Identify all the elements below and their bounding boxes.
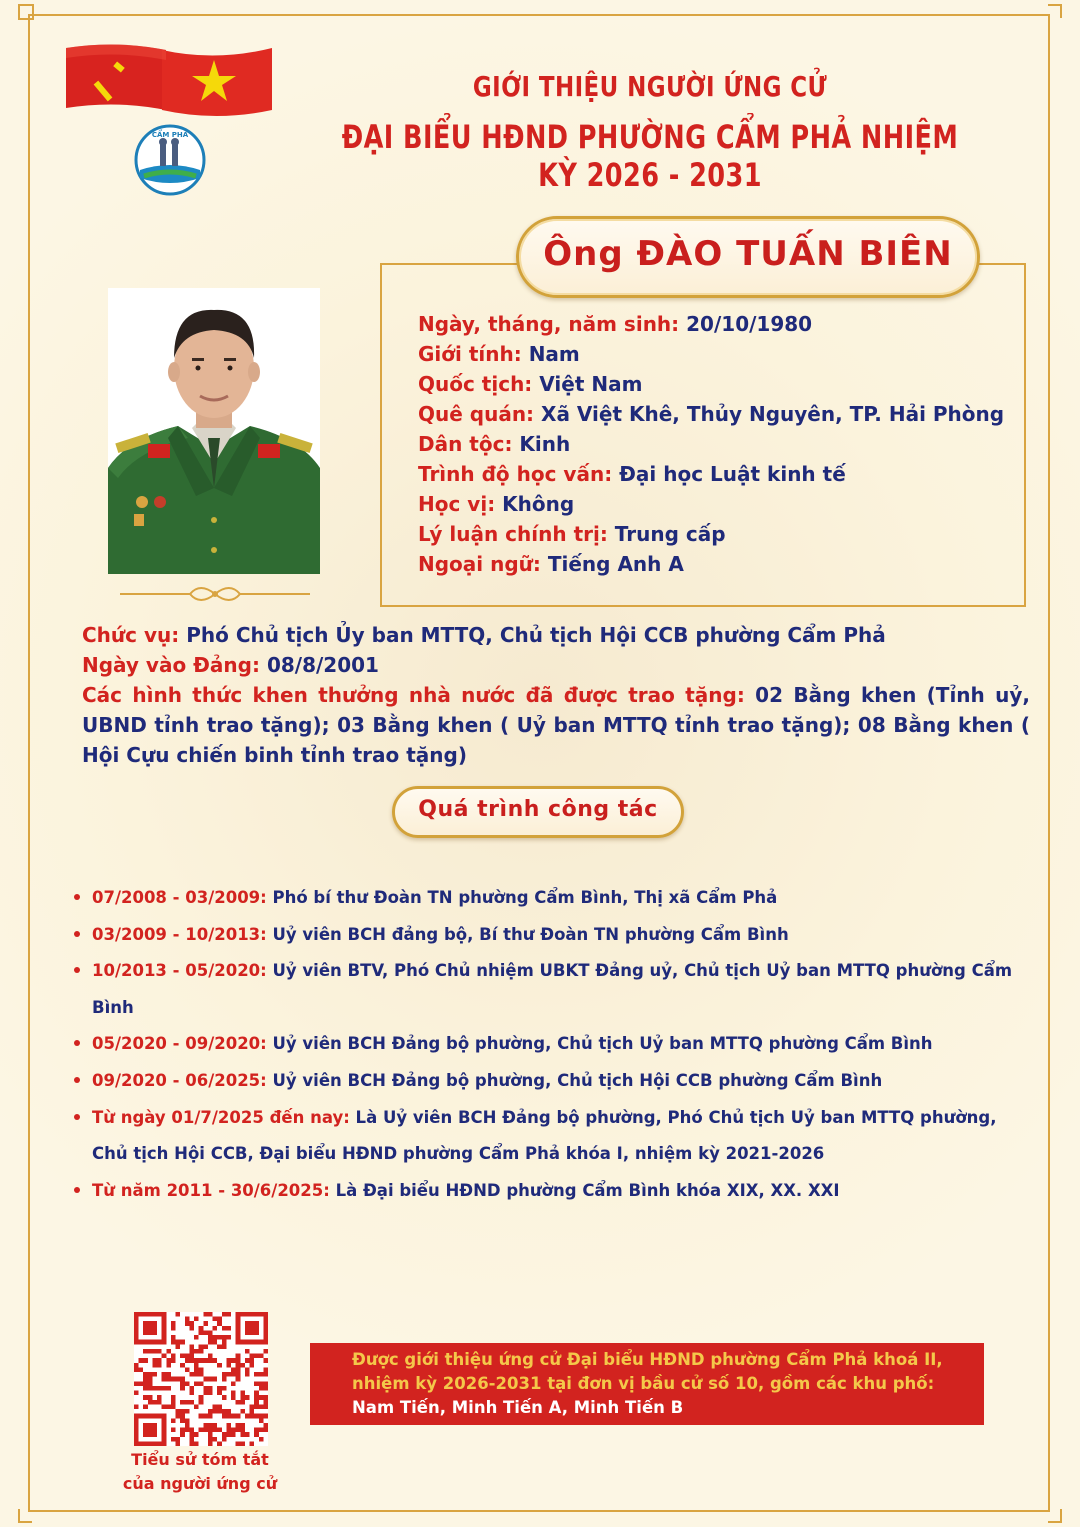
- field-political-theory: Lý luận chính trị: Trung cấp: [418, 522, 726, 546]
- field-degree: Học vị: Không: [418, 492, 575, 516]
- poster-subtitle: ĐẠI BIỂU HĐND PHƯỜNG CẨM PHẢ NHIỆM KỲ 2026 - 2031: [341, 118, 959, 194]
- decorative-divider-icon: [120, 580, 310, 608]
- cam-pha-logo-icon: [130, 124, 210, 196]
- candidate-name: Ông ĐÀO TUẤN BIÊN: [543, 234, 953, 274]
- banner-line: Nam Tiến, Minh Tiến A, Minh Tiến B: [352, 1398, 684, 1417]
- qr-caption: [110, 1448, 290, 1496]
- frame-corner: [18, 1509, 32, 1523]
- list-item: 10/2013 - 05/2020: Uỷ viên BTV, Phó Chủ nhiệm UBKT Đảng uỷ, Chủ tịch Uỷ ban MTTQ phường Cẩm Bình: [72, 953, 1032, 1026]
- qr-code[interactable]: [134, 1312, 268, 1446]
- candidate-photo: [108, 288, 320, 574]
- frame-corner: [18, 4, 32, 18]
- banner-line: nhiệm kỳ 2026-2031 tại đơn vị bầu cử số 10, gồm các khu phố:: [352, 1374, 935, 1393]
- field-nationality: Quốc tịch: Việt Nam: [418, 372, 643, 396]
- position-line: Chức vụ: Phó Chủ tịch Ủy ban MTTQ, Chủ tịch Hội CCB phường Cẩm Phả: [82, 623, 886, 647]
- field-birthdate: Ngày, tháng, năm sinh: 20/10/1980: [418, 312, 813, 336]
- poster-title: GIỚI THIỆU NGƯỜI ỨNG CỬ: [472, 70, 828, 103]
- field-foreign-language: Ngoại ngữ: Tiếng Anh A: [418, 552, 684, 576]
- banner-line: Được giới thiệu ứng cử Đại biểu HĐND phường Cẩm Phả khoá II,: [352, 1350, 943, 1369]
- list-item: 09/2020 - 06/2025: Uỷ viên BCH Đảng bộ phường, Chủ tịch Hội CCB phường Cẩm Bình: [72, 1063, 1032, 1100]
- field-hometown: Quê quán: Xã Việt Khê, Thủy Nguyên, TP. Hải Phòng: [418, 402, 1005, 426]
- constituency-banner: [310, 1343, 984, 1425]
- party-and-national-flag-icon: [66, 40, 272, 116]
- field-education: Trình độ học vấn: Đại học Luật kinh tế: [418, 462, 846, 486]
- frame-corner: [1048, 1509, 1062, 1523]
- list-item: Từ năm 2011 - 30/6/2025: Là Đại biểu HĐND phường Cẩm Bình khóa XIX, XX. XXI: [72, 1173, 1032, 1210]
- qr-caption-line: Tiểu sử tóm tắt: [131, 1450, 269, 1469]
- qr-caption-line: của người ứng cử: [122, 1474, 278, 1493]
- logo-text: CẨM PHẢ: [151, 131, 189, 139]
- list-item: 07/2008 - 03/2009: Phó bí thư Đoàn TN phường Cẩm Bình, Thị xã Cẩm Phả: [72, 880, 1032, 917]
- list-item: 03/2009 - 10/2013: Uỷ viên BCH đảng bộ, Bí thư Đoàn TN phường Cẩm Bình: [72, 917, 1032, 954]
- candidate-details: [82, 620, 1030, 770]
- personal-info: [418, 309, 1018, 579]
- party-date-line: Ngày vào Đảng: 08/8/2001: [82, 653, 379, 677]
- list-item: Từ ngày 01/7/2025 đến nay: Là Uỷ viên BCH Đảng bộ phường, Phó Chủ tịch Uỷ ban MTTQ phường, Chủ tịch Hội CCB, Đại biểu HĐND phường Cẩm Phả khóa I, nhiệm kỳ 2021-2026: [72, 1100, 1032, 1173]
- work-history-list: [72, 880, 1032, 1209]
- frame-corner: [1048, 4, 1062, 18]
- awards-line: Các hình thức khen thưởng nhà nước đã được trao tặng: 02 Bằng khen (Tỉnh uỷ, UBND tỉnh trao tặng); 03 Bằng khen ( Uỷ ban MTTQ tỉnh trao tặng); 08 Bằng khen ( Hội Cựu chiến binh tỉnh trao tặng): [82, 683, 1030, 767]
- field-gender: Giới tính: Nam: [418, 342, 580, 366]
- work-history-title: Quá trình công tác: [418, 797, 658, 822]
- field-ethnicity: Dân tộc: Kinh: [418, 432, 571, 456]
- list-item: 05/2020 - 09/2020: Uỷ viên BCH Đảng bộ phường, Chủ tịch Uỷ ban MTTQ phường Cẩm Bình: [72, 1026, 1032, 1063]
